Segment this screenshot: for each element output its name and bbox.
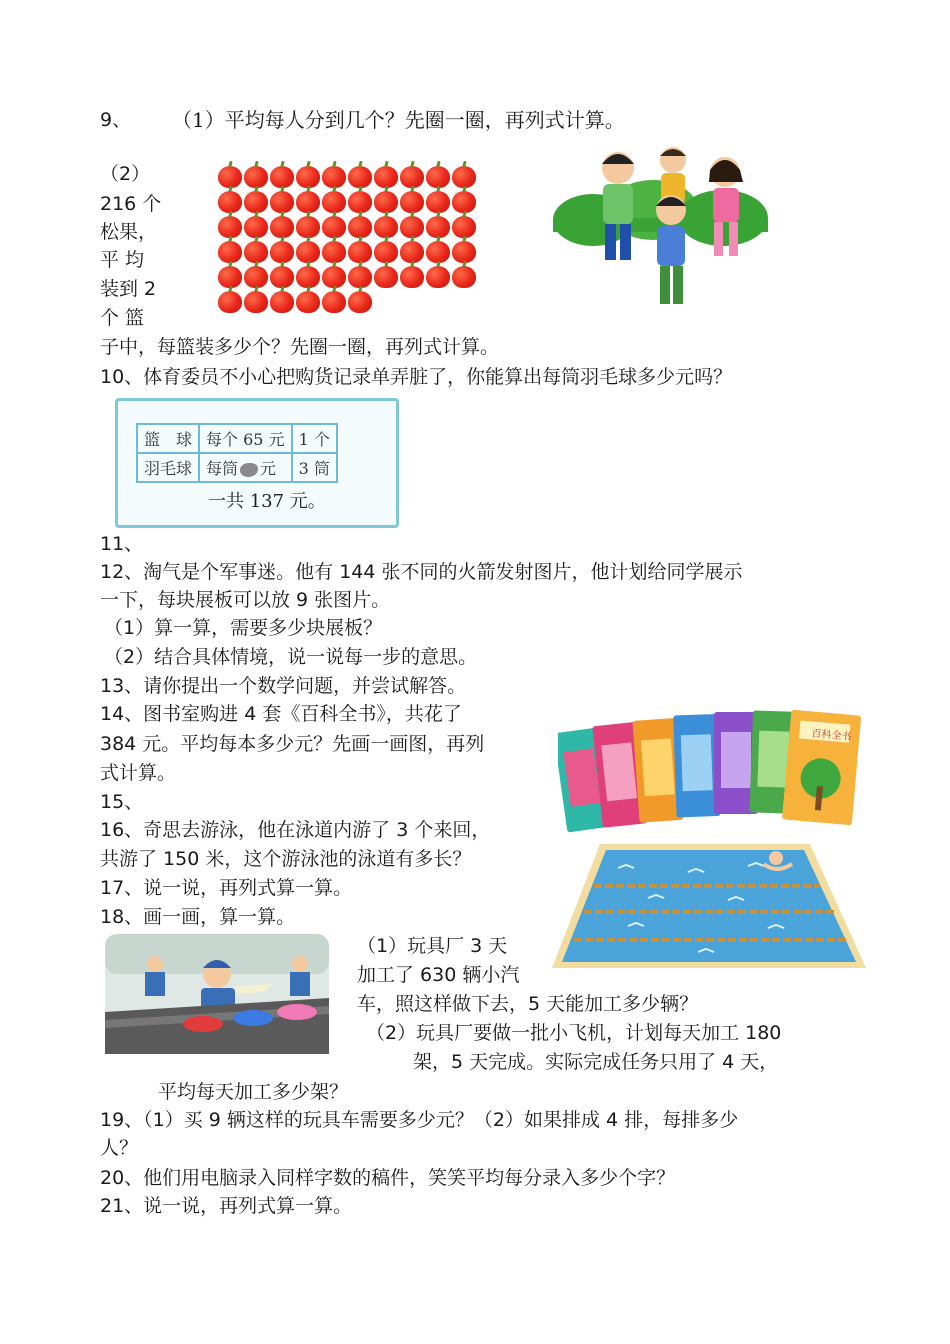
apple-icon <box>244 191 268 213</box>
q9-part2-line-3: 松果， <box>100 221 158 243</box>
q16-line-2: 共游了 150 米，这个游泳池的泳道有多长？ <box>100 848 472 870</box>
q12-line-2: 一下，每块展板可以放 9 张图片。 <box>100 589 391 611</box>
q18-part2-line-2: 架，5 天完成。实际完成任务只用了 4 天， <box>413 1051 779 1073</box>
q18-part2-line-1: （2）玩具厂要做一批小飞机，计划每天加工 180 <box>366 1022 782 1044</box>
q21-question: 21、说一说，再列式算一算。 <box>100 1195 353 1217</box>
apple-icon <box>296 241 320 263</box>
apple-icon <box>296 291 320 313</box>
apple-icon <box>426 266 450 288</box>
apple-icon <box>218 266 242 288</box>
apple-icon <box>218 241 242 263</box>
q9-part2-line-2: 216 个 <box>100 193 162 215</box>
apple-row <box>218 213 480 238</box>
apple-icon <box>270 241 294 263</box>
apple-icon <box>270 191 294 213</box>
q9-part2-line-5: 装到 2 <box>100 278 157 300</box>
apple-icon <box>322 216 346 238</box>
apple-row <box>218 238 480 263</box>
table-row <box>137 424 337 453</box>
apple-icon <box>322 241 346 263</box>
apple-icon <box>374 241 398 263</box>
q18-question: 18、画一画，算一算。 <box>100 906 296 928</box>
children-illustration <box>553 140 768 310</box>
apple-icon <box>426 166 450 188</box>
apple-icon <box>296 166 320 188</box>
apple-icon <box>452 191 476 213</box>
q9-part2-line-6: 个 篮 <box>100 307 145 329</box>
q13-question: 13、请你提出一个数学问题，并尝试解答。 <box>100 675 467 697</box>
apple-icon <box>348 191 372 213</box>
table-cell: 羽毛球 <box>137 453 199 482</box>
q14-line-1: 14、图书室购进 4 套《百科全书》，共花了 <box>100 703 462 725</box>
q19-line-2: 人？ <box>100 1137 139 1159</box>
apple-icon <box>348 266 372 288</box>
apple-icon <box>218 191 242 213</box>
q9-part2-line-4: 平 均 <box>100 249 145 271</box>
q9-part2-tail: 子中，每篮装多少个？先圈一圈，再列式计算。 <box>100 336 500 358</box>
apple-icon <box>348 166 372 188</box>
swimming-pool-illustration <box>548 834 870 974</box>
apple-icon <box>400 216 424 238</box>
apple-icon <box>348 291 372 313</box>
apple-icon <box>218 166 242 188</box>
apple-icon <box>322 166 346 188</box>
q9-part2-line-1: （2） <box>100 163 151 185</box>
apple-icon <box>374 216 398 238</box>
apple-row <box>218 263 480 288</box>
yuan-label: 元 <box>260 459 277 478</box>
apple-icon <box>244 291 268 313</box>
price-per-tube-label: 每筒 <box>206 459 239 478</box>
q9-part1: （1）平均每人分到几个？先圈一圈，再列式计算。 <box>172 108 625 132</box>
apple-icon <box>296 266 320 288</box>
apple-icon <box>374 191 398 213</box>
apple-icon <box>426 241 450 263</box>
apple-icon <box>426 216 450 238</box>
apple-icon <box>270 291 294 313</box>
book-title-label: 百科全书 <box>811 728 852 743</box>
apple-icon <box>270 166 294 188</box>
table-cell: 篮 球 <box>137 424 199 453</box>
table-cell: 1 个 <box>292 424 337 453</box>
q9-number: 9、 <box>100 109 132 131</box>
apple-icon <box>374 266 398 288</box>
q19-line-1: 19、（1）买 9 辆这样的玩具车需要多少元？（2）如果排成 4 排，每排多少 <box>100 1109 739 1131</box>
table-cell <box>199 453 292 482</box>
apple-icon <box>426 191 450 213</box>
apple-icon <box>348 216 372 238</box>
apple-row <box>218 288 480 313</box>
apple-row <box>218 163 480 188</box>
apple-icon <box>400 166 424 188</box>
apple-icon <box>270 216 294 238</box>
apple-icon <box>244 266 268 288</box>
apple-icon <box>244 216 268 238</box>
apple-icon <box>218 216 242 238</box>
q18-part1-line-1: （1）玩具厂 3 天 <box>357 935 508 957</box>
apple-icon <box>400 191 424 213</box>
q18-part2-line-3: 平均每天加工多少架？ <box>158 1081 349 1103</box>
q18-part1-line-3: 车，照这样做下去，5 天能加工多少辆？ <box>357 993 699 1015</box>
q11-question: 11、 <box>100 533 144 555</box>
table-row <box>137 453 337 482</box>
total-amount: 一共 137 元。 <box>208 491 326 512</box>
q14-line-3: 式计算。 <box>100 762 177 784</box>
q12-line-1: 12、淘气是个军事迷。他有 144 张不同的火箭发射图片，他计划给同学展示 <box>100 561 743 583</box>
apple-icon <box>322 291 346 313</box>
q10-question: 10、体育委员不小心把购货记录单弄脏了，你能算出每筒羽毛球多少元吗？ <box>100 366 733 388</box>
apple-icon <box>452 166 476 188</box>
apple-grid-illustration <box>218 163 480 313</box>
q12-sub-1: （1）算一算，需要多少块展板？ <box>104 617 383 639</box>
apple-icon <box>400 241 424 263</box>
apple-row <box>218 188 480 213</box>
encyclopedia-books-illustration <box>558 708 866 834</box>
apple-icon <box>400 266 424 288</box>
toy-factory-illustration <box>105 934 329 1054</box>
table-cell: 3 筒 <box>292 453 337 482</box>
apple-icon <box>244 166 268 188</box>
apple-icon <box>218 291 242 313</box>
apple-icon <box>322 191 346 213</box>
apple-icon <box>296 216 320 238</box>
q17-question: 17、说一说，再列式算一算。 <box>100 877 353 899</box>
q14-line-2: 384 元。平均每本多少元？先画一画图，再列 <box>100 733 485 755</box>
apple-icon <box>348 241 372 263</box>
apple-icon <box>452 216 476 238</box>
apple-icon <box>452 266 476 288</box>
q20-question: 20、他们用电脑录入同样字数的稿件，笑笑平均每分录入多少个字？ <box>100 1167 676 1189</box>
apple-icon <box>452 241 476 263</box>
q12-sub-2: （2）结合具体情境，说一说每一步的意思。 <box>104 646 478 668</box>
apple-icon <box>296 191 320 213</box>
ink-stain-icon <box>240 463 258 477</box>
apple-icon <box>244 241 268 263</box>
apple-icon <box>374 166 398 188</box>
apple-icon <box>322 266 346 288</box>
purchase-record-card <box>115 398 399 528</box>
purchase-record-table <box>136 423 338 483</box>
table-cell: 每个 65 元 <box>199 424 292 453</box>
apple-icon <box>270 266 294 288</box>
q16-line-1: 16、奇思去游泳，他在泳道内游了 3 个来回， <box>100 819 491 841</box>
q15-question: 15、 <box>100 791 144 813</box>
q18-part1-line-2: 加工了 630 辆小汽 <box>357 964 520 986</box>
